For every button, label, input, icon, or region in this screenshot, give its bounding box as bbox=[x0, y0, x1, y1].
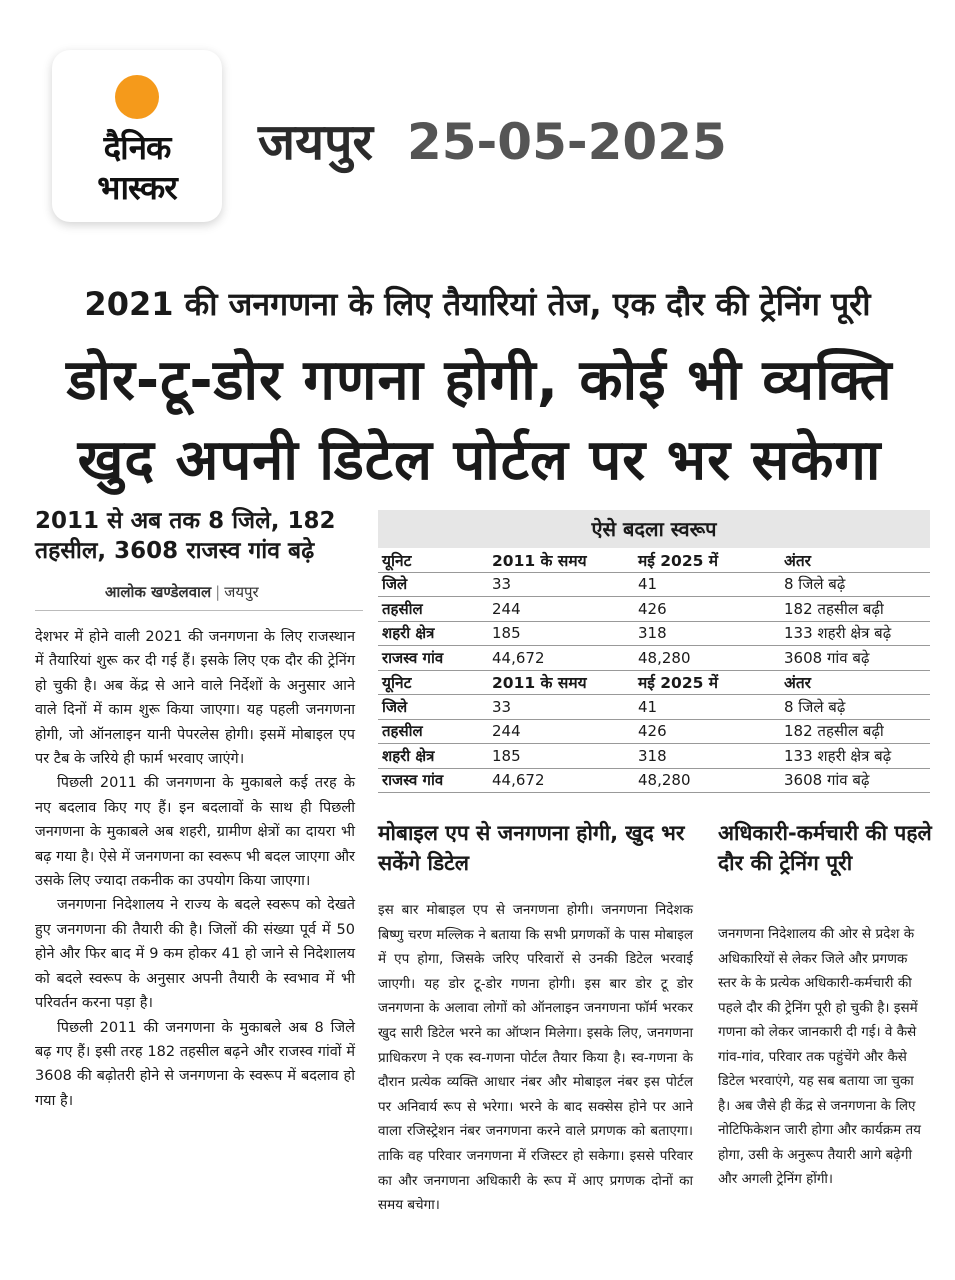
cell: 133 शहरी क्षेत्र बढ़े bbox=[784, 746, 892, 765]
cell: तहसील bbox=[382, 722, 423, 741]
divider bbox=[35, 610, 363, 611]
table-row bbox=[378, 572, 930, 597]
cell: 182 तहसील बढ़ी bbox=[784, 599, 884, 618]
cell: 48,280 bbox=[638, 648, 691, 667]
cell: 33 bbox=[492, 697, 512, 716]
cell: 185 bbox=[492, 624, 521, 643]
subheadline: 2011 से अब तक 8 जिले, 182 तहसील, 3608 राजस्व गांव बढ़े bbox=[35, 508, 336, 564]
cell: शहरी क्षेत्र bbox=[382, 624, 435, 643]
header-2011: 2011 के समय bbox=[492, 674, 587, 693]
edition-date: 25-05-2025 bbox=[406, 113, 727, 171]
cell: 41 bbox=[638, 575, 658, 594]
newspaper-logo bbox=[52, 50, 222, 222]
header-2011: 2011 के समय bbox=[492, 551, 587, 570]
cell: 318 bbox=[638, 624, 667, 643]
section-heading-mobile-app: मोबाइल एप से जनगणना होगी, खुद भर सकेंगे डिटेल bbox=[378, 821, 685, 875]
logo-line1: दैनिक bbox=[103, 128, 171, 167]
kicker: 2021 की जनगणना के लिए तैयारियां तेज, एक दौर की ट्रेनिंग पूरी bbox=[84, 285, 871, 323]
cell: 48,280 bbox=[638, 771, 691, 790]
header-difference: अंतर bbox=[784, 674, 812, 693]
header-2025: मई 2025 में bbox=[638, 551, 719, 570]
comparison-table-box bbox=[378, 510, 930, 793]
cell: 44,672 bbox=[492, 771, 545, 790]
paragraph: जनगणना निदेशालय की ओर से प्रदेश के अधिकारियों से लेकर जिले और प्रगणक स्तर के के प्रत्येक अधिकारी-कर्मचारी की पहले दौर की ट्रेनिंग पूरी हो चुकी है। इसमें गणना को लेकर जानकारी दी गई। वे कैसे गांव-गांव, परिवार तक पहुंचेंगे और कैसे डिटेल भरवाएंगे, यह सब बताया जा चुका है। अब जैसे ही केंद्र से जनगणना के लिए नोटिफिकेशन जारी होगा और कार्यक्रम तय होगा, उसी के अनुरूप तैयारी आगे बढ़ेगी और अगली ट्रेनिंग होंगी। bbox=[718, 926, 921, 1187]
cell: 426 bbox=[638, 599, 667, 618]
cell: 244 bbox=[492, 722, 521, 741]
byline bbox=[105, 582, 259, 602]
cell: 3608 गांव बढ़े bbox=[784, 771, 870, 790]
cell: 182 तहसील बढ़ी bbox=[784, 722, 884, 741]
article-column-1 bbox=[35, 625, 355, 1113]
cell: जिले bbox=[382, 575, 408, 594]
cell: 8 जिले बढ़े bbox=[784, 575, 846, 594]
byline-separator: | bbox=[215, 583, 221, 601]
cell: राजस्व गांव bbox=[382, 648, 444, 667]
table-title: ऐसे बदला स्वरूप bbox=[378, 510, 930, 548]
table-row bbox=[378, 768, 930, 793]
table-row bbox=[378, 621, 930, 646]
cell: 133 शहरी क्षेत्र बढ़े bbox=[784, 624, 892, 643]
dateline bbox=[258, 106, 727, 174]
table-row bbox=[378, 646, 930, 671]
cell: 185 bbox=[492, 746, 521, 765]
article-column-2 bbox=[378, 898, 693, 1218]
cell: 8 जिले बढ़े bbox=[784, 697, 846, 716]
byline-city: जयपुर bbox=[224, 583, 259, 601]
cell: 318 bbox=[638, 746, 667, 765]
cell: तहसील bbox=[382, 599, 423, 618]
cell: 426 bbox=[638, 722, 667, 741]
table-header-row bbox=[378, 670, 930, 695]
article-column-3 bbox=[718, 922, 930, 1192]
header-difference: अंतर bbox=[784, 551, 812, 570]
paragraph: देशभर में होने वाली 2021 की जनगणना के लिए राजस्थान में तैयारियां शुरू कर दी गई हैं। इसके लिए एक दौर की ट्रेनिंग हो चुकी है। अब केंद्र से आने वाले निर्देशों के अनुसार आने वाले दिनों में काम शुरू किया जाएगा। यह पहली जनगणना होगी, जो ऑनलाइन यानी पेपरलेस होगी। इसमें मोबाइल एप पर टैब के जरिये ही फार्म भरवाए जाएंगे। bbox=[35, 629, 355, 768]
paragraph: पिछली 2011 की जनगणना के मुकाबले कई तरह के नए बदलाव किए गए हैं। इन बदलावों के साथ ही पिछली जनगणना के मुकाबले अब शहरी, ग्रामीण क्षेत्रों का दायरा भी बढ़ गया है। ऐसे में जनगणना का स्वरूप भी बदल जाएगा और उसके लिए ज्यादा तकनीक का उपयोग किया जाएगा। bbox=[35, 775, 355, 890]
author-name: आलोक खण्डेलवाल bbox=[105, 583, 212, 601]
cell: जिले bbox=[382, 697, 408, 716]
header-unit: यूनिट bbox=[382, 551, 412, 570]
headline-line1: डोर-टू-डोर गणना होगी, कोई भी व्यक्ति bbox=[66, 348, 893, 413]
comparison-table bbox=[378, 548, 930, 793]
cell: राजस्व गांव bbox=[382, 771, 444, 790]
table-header-row bbox=[378, 548, 930, 572]
cell: शहरी क्षेत्र bbox=[382, 746, 435, 765]
cell: 3608 गांव बढ़े bbox=[784, 648, 870, 667]
city-name: जयपुर bbox=[258, 113, 373, 171]
sun-icon bbox=[115, 75, 159, 119]
paragraph: पिछली 2011 की जनगणना के मुकाबले अब 8 जिले बढ़ गए हैं। इसी तरह 182 तहसील बढ़ने और राजस्व गांवों में 3608 की बढ़ोतरी होने से जनगणना के स्वरूप में बदलाव हो गया है। bbox=[35, 1019, 355, 1109]
logo-line2: भास्कर bbox=[97, 168, 177, 207]
cell: 44,672 bbox=[492, 648, 545, 667]
headline-line2: खुद अपनी डिटेल पोर्टल पर भर सकेगा bbox=[77, 428, 882, 493]
table-row bbox=[378, 744, 930, 769]
table-row bbox=[378, 597, 930, 622]
header-unit: यूनिट bbox=[382, 674, 412, 693]
paragraph: जनगणना निदेशालय ने राज्य के बदले स्वरूप को देखते हुए जनगणना की तैयारी की है। जिलों की संख्या पूर्व में 50 होने और फिर बाद में 9 कम होकर 41 हो जाने से निदेशालय को बदले स्वरूप के अनुसार अपनी तैयारी के स्वभाव में भी परिवर्तन करना पड़ा है। bbox=[35, 897, 355, 1012]
cell: 41 bbox=[638, 697, 658, 716]
cell: 33 bbox=[492, 575, 512, 594]
cell: 244 bbox=[492, 599, 521, 618]
paragraph: इस बार मोबाइल एप से जनगणना होगी। जनगणना निदेशक बिष्णु चरण मल्लिक ने बताया कि सभी प्रगणकों के पास मोबाइल में एप होगा, जिसके जरिए परिवारों से उनकी डिटेल भरवाई जाएगी। यह डोर टू-डोर गणना होगी। इस बार डोर टू डोर जनगणना के अलावा लोगों को ऑनलाइन जनगणना फॉर्म भरकर खुद सारी डिटेल भरने का ऑप्शन मिलेगा। इसके लिए, जनगणना प्राधिकरण ने एक स्व-गणना पोर्टल तैयार किया है। स्व-गणना के दौरान प्रत्येक व्यक्ति आधार नंबर और मोबाइल नंबर इस पोर्टल पर अनिवार्य रूप से भरेगा। भरने के बाद सक्सेस होने पर आने वाला रजिस्ट्रेशन नंबर जनगणना करने वाले प्रगणक को बताएगा। ताकि वह परिवार जनगणना में रजिस्टर हो सकेगा। इससे परिवार का और जनगणना अधिकारी के रूप में आए प्रगणक दोनों का समय बचेगा। bbox=[378, 902, 693, 1214]
header-2025: मई 2025 में bbox=[638, 674, 719, 693]
table-row bbox=[378, 695, 930, 720]
section-heading-training: अधिकारी-कर्मचारी की पहले दौर की ट्रेनिंग पूरी bbox=[718, 821, 932, 875]
table-row bbox=[378, 719, 930, 744]
